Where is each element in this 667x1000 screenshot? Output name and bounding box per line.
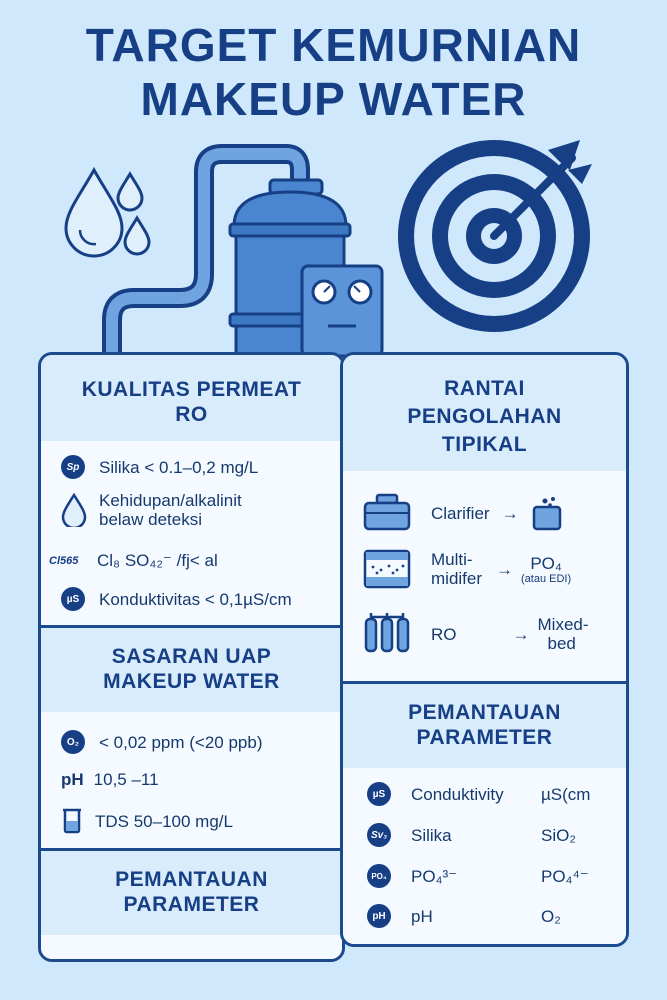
- hardness-line1: Kehidupan/alkalinit: [99, 491, 242, 510]
- hardness-text: [99, 491, 242, 529]
- left-monitoring-body: [41, 935, 342, 962]
- list-item: [61, 491, 242, 529]
- parameter-name: pH: [411, 906, 433, 926]
- arrow: →: [512, 624, 530, 644]
- right-panel: [340, 352, 629, 947]
- treatment-chain-heading-line2: PENGOLAHAN: [407, 405, 562, 428]
- list-item: [49, 551, 218, 570]
- parameter-name: Conduktivity: [411, 784, 504, 804]
- tds-text: TDS 50–100 mg/L: [95, 811, 233, 831]
- right-monitoring-heading-line1: PEMANTAUAN: [408, 701, 561, 724]
- steam-target-heading-line2: MAKEUP WATER: [103, 670, 280, 693]
- po4-badge: PO₄: [367, 864, 391, 888]
- parameter-row: [367, 823, 576, 847]
- ro-label: RO: [431, 624, 457, 644]
- treatment-chain-heading-line1: RANTAI: [444, 377, 525, 400]
- ro-result-line1: Mixed-: [537, 615, 589, 634]
- target-icon: [398, 140, 592, 332]
- clarifier-label: Clarifier: [431, 503, 490, 523]
- treatment-chain-heading-line3: TIPIKAL: [441, 433, 528, 456]
- treatment-chain-list: [343, 471, 626, 683]
- us-badge: µS: [367, 782, 391, 806]
- ph-text: 10,5 –11: [93, 770, 159, 789]
- arrow: →: [496, 559, 514, 579]
- us-badge: µS: [61, 587, 85, 611]
- beaker-icon: [61, 808, 83, 834]
- list-item: [61, 730, 263, 754]
- steam-target-heading-line1: SASARAN UAP: [111, 645, 272, 668]
- steam-target-list: [41, 712, 342, 848]
- ro-quality-list: [41, 441, 342, 625]
- sp-badge: Sp: [61, 455, 85, 479]
- parameter-unit: O₂: [541, 906, 561, 926]
- silica-text: Silika < 0.1–0,2 mg/L: [99, 457, 259, 477]
- multimedia-result: [521, 554, 571, 585]
- title-line-1: TARGET KEMURNIAN: [85, 19, 582, 71]
- parameter-row: [367, 782, 590, 806]
- control-panel-icon: [302, 266, 382, 356]
- chloride-text: Cl₈ SO₄₂⁻ /fj< al: [97, 551, 218, 570]
- treatment-step: [363, 549, 571, 589]
- list-item: [61, 455, 258, 479]
- parameter-row: [367, 864, 589, 888]
- left-panel: [38, 352, 345, 962]
- parameter-name: Silika: [411, 825, 452, 845]
- multimedia-label-line2: midifer: [431, 569, 483, 588]
- ph-label: pH: [61, 770, 84, 789]
- list-item: [61, 587, 292, 611]
- sv-badge: Sv₃: [367, 823, 391, 847]
- hardness-line2: belaw deteksi: [99, 510, 203, 529]
- conductivity-text: Konduktivitas < 0,1µS/cm: [99, 589, 292, 609]
- ro-quality-heading-line1: KUALITAS PERMEAT: [81, 378, 302, 401]
- hero-illustration: [0, 140, 667, 360]
- clarifier-icon: [363, 493, 411, 533]
- arrow: →: [501, 503, 519, 523]
- treatment-step: [363, 611, 589, 657]
- page-title: [0, 18, 667, 126]
- water-drops-icon: [66, 170, 149, 256]
- parameter-unit: µS(cm: [541, 784, 591, 804]
- multimedia-result-line1: PO₄: [530, 553, 562, 573]
- list-item: [61, 808, 233, 834]
- oxygen-text: < 0,02 ppm (<20 ppb): [99, 732, 263, 752]
- ro-quality-heading: [41, 355, 342, 441]
- parameter-unit: SiO₂: [541, 825, 576, 845]
- parameter-unit: PO₄⁴⁻: [541, 866, 589, 886]
- multimedia-result-line2: (atau EDI): [521, 572, 572, 585]
- right-monitoring-list: [343, 768, 626, 944]
- multimedia-label: [431, 550, 482, 588]
- left-monitoring-heading-line2: PARAMETER: [123, 893, 260, 916]
- multimedia-filter-icon: [363, 549, 411, 589]
- ro-quality-heading-line2: RO: [175, 403, 208, 426]
- treatment-step: [363, 493, 563, 533]
- right-monitoring-heading-line2: PARAMETER: [416, 726, 553, 749]
- parameter-row: [367, 904, 561, 928]
- steam-target-heading: [41, 628, 342, 712]
- title-line-2: MAKEUP WATER: [140, 73, 527, 125]
- parameter-name: PO₄³⁻: [411, 866, 458, 886]
- ro-membrane-icon: [363, 611, 411, 657]
- ro-result-line2: bed: [547, 634, 576, 653]
- ro-result: [538, 615, 589, 653]
- ph-badge: pH: [367, 904, 391, 928]
- tank-bubbles-icon: [531, 495, 563, 531]
- drop-icon: [61, 493, 87, 527]
- chloride-label: Cl565: [49, 554, 79, 567]
- left-monitoring-heading: [41, 851, 342, 935]
- right-monitoring-heading: [343, 684, 626, 768]
- left-monitoring-heading-line1: PEMANTAUAN: [115, 868, 268, 891]
- multimedia-label-line1: Multi-: [431, 550, 473, 569]
- list-item: [61, 770, 159, 789]
- o2-badge: O₂: [61, 730, 85, 754]
- treatment-chain-heading: [343, 355, 626, 471]
